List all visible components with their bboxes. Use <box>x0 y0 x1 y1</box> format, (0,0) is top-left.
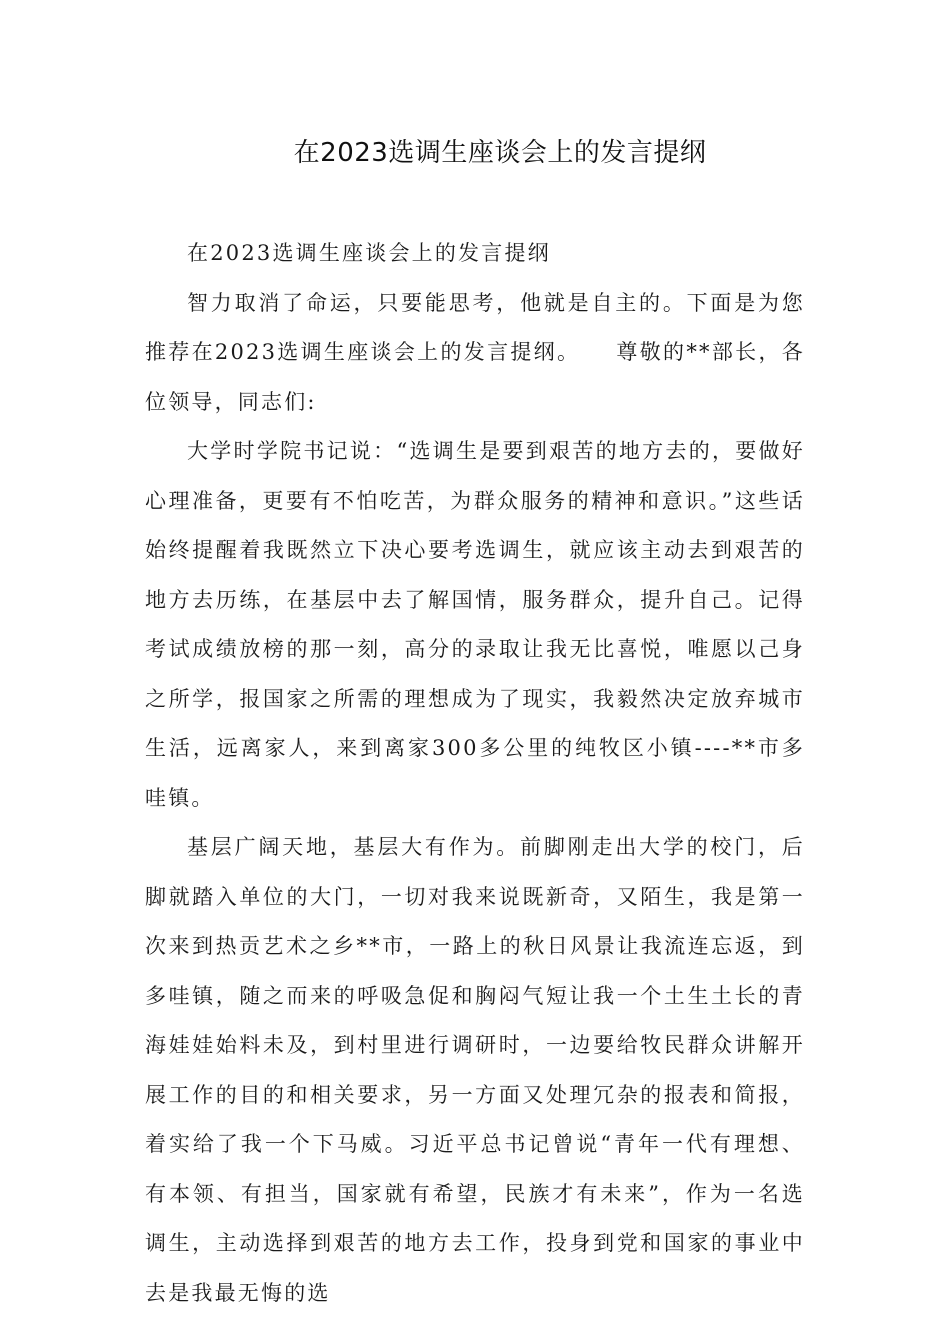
paragraph-intro: 智力取消了命运，只要能思考，他就是自主的。下面是为您推荐在2023选调生座谈会上的发言提纲。 尊敬的**部长，各位领导，同志们: <box>145 290 805 414</box>
paragraph-college: 大学时学院书记说：“选调生是要到艰苦的地方去的，要做好心理准备，更要有不怕吃苦，为群众服务的精神和意识。”这些话始终提醒着我既然立下决心要考选调生，就应该主动去到艰苦的地方去历练，在基层中去了解国情，服务群众，提升自己。记得考试成绩放榜的那一刻，高分的录取让我无比喜悦，唯愿以己身之所学，报国家之所需的理想成为了现实，我毅然决定放弃城市生活，远离家人，来到离家300多公里的纯牧区小镇----**市多哇镇。 <box>145 439 805 810</box>
document-title: 在2023选调生座谈会上的发言提纲 <box>293 138 707 168</box>
document-body <box>145 229 805 1318</box>
paragraph-heading: 在2023选调生座谈会上的发言提纲 <box>187 241 551 265</box>
paragraph-grassroots: 基层广阔天地，基层大有作为。前脚刚走出大学的校门，后脚就踏入单位的大门，一切对我来说既新奇，又陌生，我是第一次来到热贡艺术之乡**市，一路上的秋日风景让我流连忘返，到多哇镇，随之而来的呼吸急促和胸闷气短让我一个土生土长的青海娃娃始料未及，到村里进行调研时，一边要给牧民群众讲解开展工作的目的和相关要求，另一方面又处理冗杂的报表和简报，着实给了我一个下马威。习近平总书记曾说“青年一代有理想、有本领、有担当，国家就有希望，民族才有未来”，作为一名选调生，主动选择到艰苦的地方去工作，投身到党和国家的事业中去是我最无悔的选 <box>145 835 805 1305</box>
